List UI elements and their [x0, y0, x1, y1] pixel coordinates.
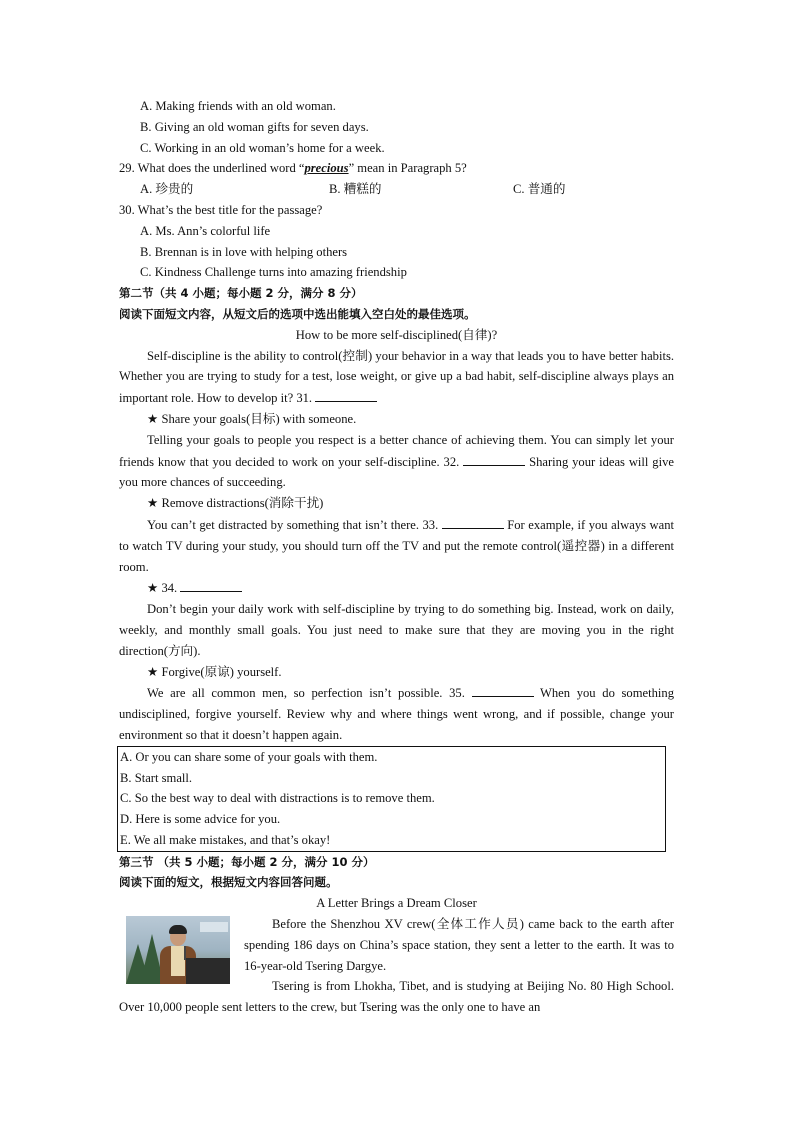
options-box: [117, 746, 666, 852]
podium: [186, 958, 230, 984]
exam-page: [119, 96, 674, 1018]
student-speaking-photo: [126, 916, 230, 984]
q29-option-b: B. 糟糕的: [329, 182, 382, 197]
paragraph-3-text-b: For example, if you always want to watch TV during your study, you should turn off the TV and put the remote control(遥控器) in a different room.: [119, 517, 675, 574]
section3-paragraph-2: Tsering is from Lhokha, Tibet, and is studying at Beijing No. 80 High School. Over 10,000 people sent letters to the crew, but Tsering was the only one to have an: [119, 979, 674, 1015]
section2-paragraph-1: [119, 346, 674, 409]
q28-option-a: A. Making friends with an old woman.: [140, 99, 336, 113]
q30-option-c: C. Kindness Challenge turns into amazing friendship: [140, 265, 407, 280]
section2-paragraph-2: [119, 430, 674, 493]
q28-option-b: B. Giving an old woman gifts for seven days.: [140, 119, 369, 134]
q30-option-b: B. Brennan is in love with helping others: [140, 244, 348, 259]
section2-heading-forgive: ★ Forgive(原谅) yourself.: [147, 664, 282, 679]
option-c: C. So the best way to deal with distractions is to remove them.: [120, 791, 435, 806]
section2-heading-34: [119, 577, 674, 599]
blank-31: [315, 387, 377, 402]
heading-34-text: ★ 34.: [147, 581, 178, 596]
section3-heading: 第三节 （共 5 小题；每小题 2 分，满分 10 分）: [119, 854, 375, 869]
paragraph-5-text-a: We are all common men, so perfection isn’t possible. 35.: [147, 686, 465, 701]
q29-stem-suffix: ” mean in Paragraph 5?: [348, 161, 467, 176]
q29-stem-prefix: 29. What does the underlined word “: [119, 161, 305, 176]
q29-stem: [119, 158, 674, 179]
section3-article: [119, 914, 674, 1018]
paragraph-5-text-b: When you do something undisciplined, forgive yourself. Review why and where things went wrong, and if possible, change your environment so that it doesn’t happen again.: [119, 686, 674, 742]
q29-options: [119, 179, 674, 200]
section2-heading-remove-distractions: ★ Remove distractions(消除干扰): [147, 496, 324, 511]
paragraph-2-text-b: Sharing your ideas will give you more chances of succeeding.: [119, 454, 674, 490]
option-e: E. We all make mistakes, and that’s okay!: [120, 832, 331, 847]
section2-heading: 第二节（共 4 小题；每小题 2 分，满分 8 分）: [119, 286, 363, 301]
q29-option-a: A. 珍贵的: [140, 182, 194, 197]
option-d: D. Here is some advice for you.: [120, 812, 281, 827]
banner-shape: [200, 922, 228, 932]
section3-title: A Letter Brings a Dream Closer: [316, 896, 477, 911]
section2-paragraph-3: [119, 514, 674, 577]
section2-paragraph-4: Don’t begin your daily work with self-discipline by trying to do something big. Instead, work on daily, weekly, and monthly small goals. You just need to make sure that they are moving you in the right direction(方向).: [119, 602, 674, 658]
option-a: A. Or you can share some of your goals with them.: [120, 749, 378, 764]
blank-32: [463, 451, 525, 466]
paragraph-1-text: Self-discipline is the ability to control(控制) your behavior in a way that leads you to have better habits. Whether you are trying to study for a test, lose weight, or give up a bad habit, self-discipline always plays an important role. How to develop it? 31.: [119, 348, 674, 406]
paragraph-2-text-a: Telling your goals to people you respect is a better chance of achieving them. You can simply let your friends know that you decided to work on your self-discipline. 32.: [119, 432, 674, 469]
q29-option-c: C. 普通的: [513, 182, 566, 197]
blank-34: [180, 577, 242, 592]
person-scarf: [171, 946, 185, 976]
q30-option-a: A. Ms. Ann’s colorful life: [140, 223, 271, 238]
section2-paragraph-5: [119, 682, 674, 745]
paragraph-3-text-a: You can’t get distracted by something that isn’t there. 33.: [147, 517, 439, 532]
section2-title: How to be more self-disciplined(自律)?: [295, 327, 498, 342]
q28-option-c: C. Working in an old woman’s home for a week.: [140, 140, 385, 155]
section3-instruction: 阅读下面的短文，根据短文内容回答问题。: [119, 875, 338, 890]
section2-instruction: 阅读下面短文内容，从短文后的选项中选出能填入空白处的最佳选项。: [119, 306, 476, 321]
q29-underlined-word: precious: [304, 161, 349, 176]
option-b: B. Start small.: [120, 770, 193, 785]
section2-heading-share-goals: ★ Share your goals(目标) with someone.: [147, 411, 357, 426]
section3-paragraph-1: Before the Shenzhou XV crew(全体工作人员) came back to the earth after spending 186 days on China’s space station, they sent a letter to the earth. It was to 16-year-old Tsering Dargye.: [244, 917, 674, 973]
blank-33: [442, 514, 504, 529]
q30-stem: 30. What’s the best title for the passage?: [119, 202, 323, 217]
person-hair: [169, 925, 187, 934]
blank-35: [472, 682, 534, 697]
